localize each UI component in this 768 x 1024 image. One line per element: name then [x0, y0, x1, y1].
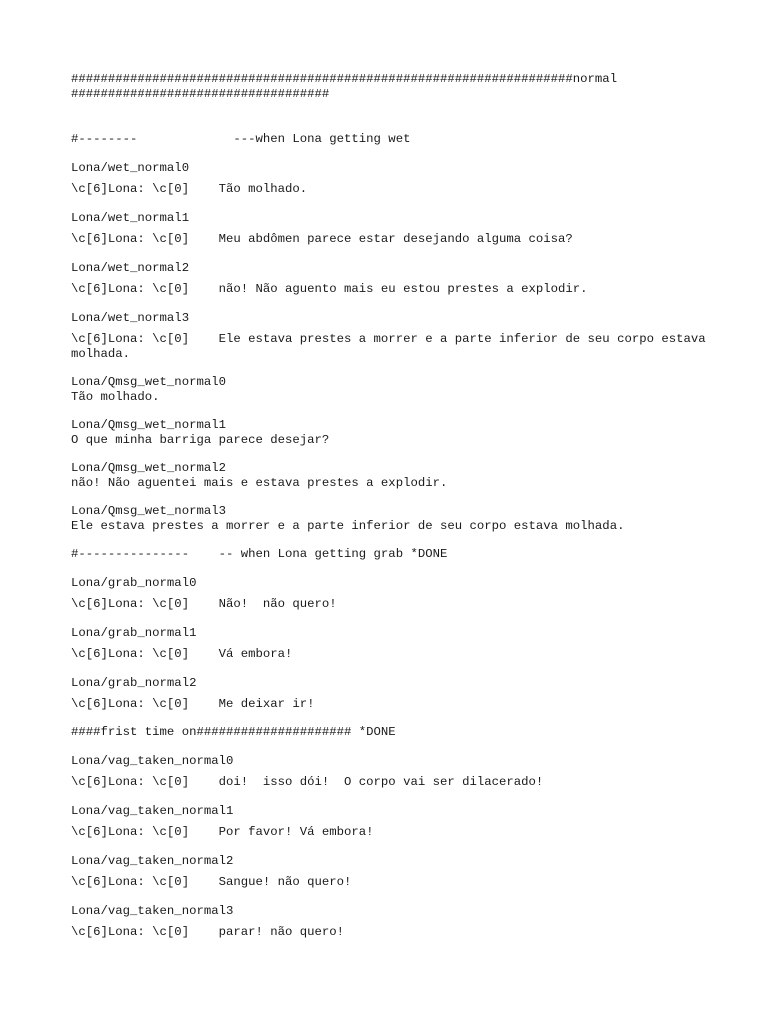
entry-value: \c[6]Lona: \c[0] Me deixar ir!	[71, 697, 315, 711]
entry-key: Lona/wet_normal2	[71, 261, 190, 275]
entry-key: Lona/wet_normal1	[71, 211, 190, 225]
section-divider-wet: #-------- ---when Lona getting wet	[71, 132, 411, 146]
entry-key: Lona/grab_normal1	[71, 626, 197, 640]
entry-value: \c[6]Lona: \c[0] parar! não quero!	[71, 925, 345, 939]
section-divider-frist-time: ####frist time on##################### *DONE	[71, 725, 396, 739]
entry-key: Lona/vag_taken_normal1	[71, 804, 234, 818]
entry-value: \c[6]Lona: \c[0] Não! não quero!	[71, 597, 337, 611]
entry-value: \c[6]Lona: \c[0] Sangue! não quero!	[71, 875, 352, 889]
document-body	[71, 72, 714, 940]
entry-key: Lona/wet_normal3	[71, 311, 190, 325]
entry-value: \c[6]Lona: \c[0] Por favor! Vá embora!	[71, 825, 374, 839]
entry-key: Lona/vag_taken_normal2	[71, 854, 234, 868]
entry-key: Lona/wet_normal0	[71, 161, 190, 175]
header-line: ###################################	[71, 87, 330, 101]
entry-value: \c[6]Lona: \c[0] Vá embora!	[71, 647, 293, 661]
entry-value: O que minha barriga parece desejar?	[71, 433, 330, 447]
header-line: ####################################################################normal	[71, 72, 618, 86]
entry-value: não! Não aguentei mais e estava prestes a explodir.	[71, 476, 448, 490]
section-divider-grab: #--------------- -- when Lona getting grab *DONE	[71, 547, 448, 561]
entry-value: Tão molhado.	[71, 390, 160, 404]
entry-value: Ele estava prestes a morrer e a parte inferior de seu corpo estava molhada.	[71, 519, 625, 533]
entry-key: Lona/Qmsg_wet_normal0	[71, 375, 226, 389]
entry-key: Lona/grab_normal0	[71, 576, 197, 590]
entry-key: Lona/Qmsg_wet_normal3	[71, 504, 226, 518]
entry-key: Lona/Qmsg_wet_normal2	[71, 461, 226, 475]
entry-key: Lona/vag_taken_normal3	[71, 904, 234, 918]
entry-value: \c[6]Lona: \c[0] Meu abdômen parece estar desejando alguma coisa?	[71, 232, 573, 246]
entry-key: Lona/vag_taken_normal0	[71, 754, 234, 768]
entry-value: \c[6]Lona: \c[0] não! Não aguento mais eu estou prestes a explodir.	[71, 282, 588, 296]
entry-value: \c[6]Lona: \c[0] doi! isso dói! O corpo vai ser dilacerado!	[71, 775, 544, 789]
entry-key: Lona/Qmsg_wet_normal1	[71, 418, 226, 432]
entry-value: \c[6]Lona: \c[0] Tão molhado.	[71, 182, 308, 196]
entry-value: \c[6]Lona: \c[0] Ele estava prestes a morrer e a parte inferior de seu corpo estava molhada.	[71, 332, 714, 361]
entry-key: Lona/grab_normal2	[71, 676, 197, 690]
